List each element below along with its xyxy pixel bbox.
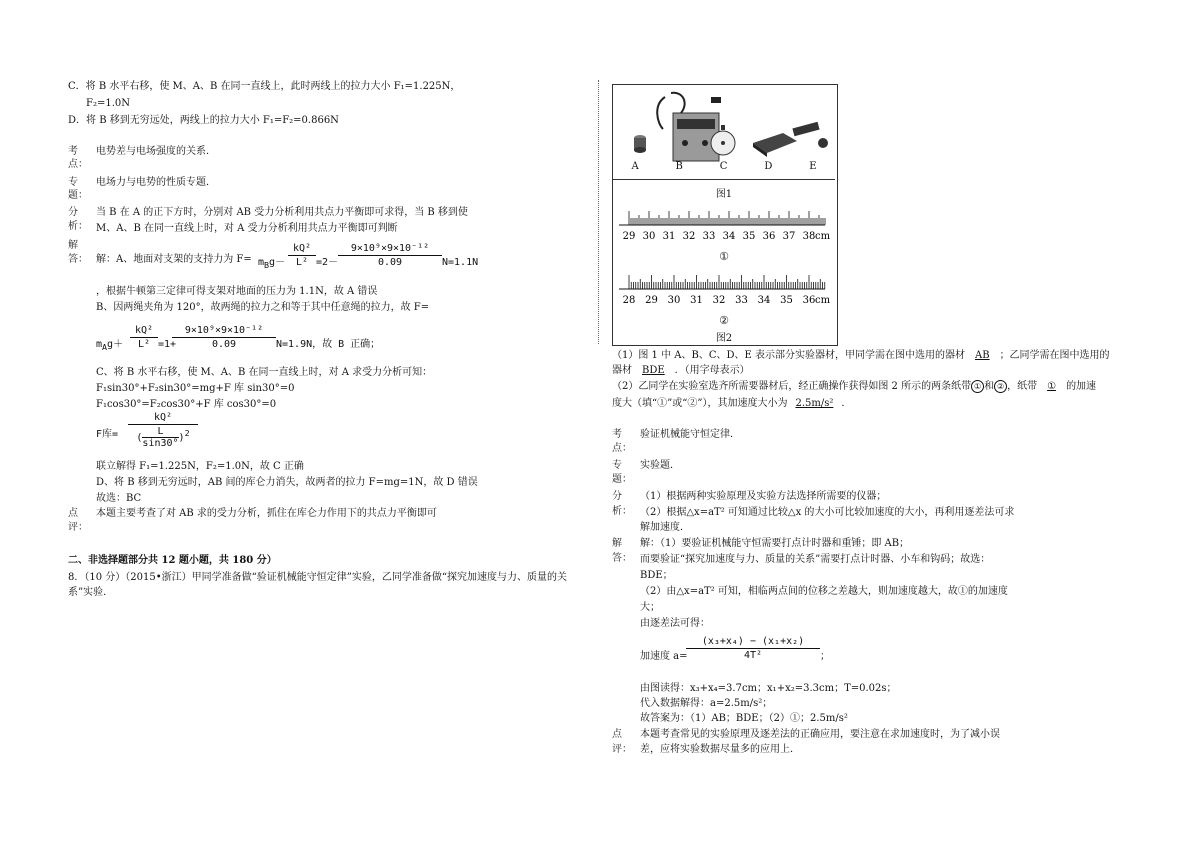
ruler-2-tick-label: 31 (690, 295, 703, 306)
formula-a-frac2-num: 9×10⁹×9×10⁻¹² (350, 243, 430, 254)
q2-text-e: ． (841, 398, 852, 409)
answer-c-solve: 联立解得 F₁=1.225N，F₂=1.0N，故 C 正确 (96, 461, 304, 472)
figure-panel (612, 84, 838, 346)
r-kaodian-text: 验证机械能守恒定律． (640, 429, 740, 440)
ruler-1-tick-label: 34 (722, 231, 736, 242)
jieda-label-2: 答： (68, 254, 88, 265)
jieda-label: 解 (68, 240, 78, 251)
kaodian-text: 电势差与电场强度的关系． (96, 146, 216, 157)
ruler-1-tick-label: 33 (702, 231, 716, 242)
ruler-2-label: ② (719, 314, 729, 327)
item-label-e: E (809, 161, 817, 172)
ruler-1-tick-label: 32 (682, 231, 696, 242)
r-fenxi-label-2: 析： (612, 506, 632, 517)
item-label-a: A (631, 161, 639, 172)
q1-text-a: （1）图 1 中 A、B、C、D、E 表示部分实验器材，甲同学需在图中选用的器材 (612, 350, 965, 361)
r-kaodian-label: 考 (612, 429, 622, 440)
formula-a-eq2: =2－ (316, 257, 339, 268)
r-fenxi-1: （1）根据两种实验原理及实验方法选择所需要的仪器； (640, 491, 887, 502)
q2-text-c: 的加速 (1066, 381, 1097, 392)
q2-answer-2: 2.5m/s² (795, 398, 834, 409)
figure-1-caption: 图1 (715, 189, 733, 200)
formula-a-m: m (258, 257, 265, 268)
q1-line-2 (612, 364, 750, 377)
zhuanti-text: 电场力与电势的性质专题． (96, 177, 216, 188)
formula-c-den: ( $\frac{L}{\sin 30^\circ}$ )$^2$ (136, 426, 190, 449)
formula-a-frac2 (338, 243, 442, 268)
formula-a-frac1-den: L² (295, 257, 309, 268)
answer-a-tail: ，根据牛顿第三定律可得支架对地面的压力为 1.1N，故 A 错误 (96, 286, 378, 297)
fenxi-line-2: M、A、B 在同一直线上时，对 A 受力分析利用共点力平衡即可判断 (96, 223, 398, 234)
accel-formula (686, 636, 820, 661)
answer-d: D、将 B 移到无穷远时，AB 间的库仑力消失，故两者的拉力 F=mg=1N，故 D 错误 (96, 477, 478, 488)
answer-c-eq2: F₁cos30°=F₂cos30°+F 库 cos30°=0 (96, 399, 277, 410)
formula-c-frac (128, 412, 198, 449)
figure-1-box (613, 85, 835, 180)
option-c: C．将 B 水平右移，使 M、A、B 在同一直线上，此时两线上的拉力大小 F₁=1.225N， (68, 81, 461, 92)
q2-line-2 (612, 397, 851, 410)
ruler-2 (619, 269, 833, 309)
r-jieda-9: 代入数据解得：a=2.5m/s²； (640, 698, 773, 709)
zhuanti-label: 专 (68, 177, 78, 188)
zhuanti-label-2: 题： (68, 190, 88, 201)
r-jieda-5: 大； (640, 602, 660, 613)
column-divider (598, 80, 599, 344)
formula-b-frac1-num: kQ² (134, 325, 154, 336)
ruler-1-tick-label: 36 (762, 231, 776, 242)
r-jieda-4: （2）由△x=aT² 可知，相临两点间的位移之差越大，则加速度越大，故①的加速度 (640, 586, 1008, 597)
dianping-label: 点 (68, 508, 78, 519)
formula-a-result: N=1.1N (442, 257, 479, 268)
formula-c-fku: F库= (96, 429, 119, 440)
formula-b-eq2: =1+ (158, 339, 177, 350)
q2-text-a: （2）乙同学在实验室选齐所需要器材后，经正确操作获得如图 2 所示的两条纸带 (612, 381, 972, 392)
formula-b-msub: A (102, 342, 108, 352)
ruler-2-tick-label: 36 (802, 295, 816, 306)
formula-b-m: m (96, 339, 103, 350)
q1-line-1 (612, 349, 1110, 362)
ruler-2-tick-label: 35 (780, 295, 793, 306)
r-zhuanti-label: 专 (612, 460, 622, 471)
formula-a-g: g－ (269, 257, 286, 268)
q1-answer-2: BDE (642, 365, 665, 376)
ruler-2-unit: cm (815, 295, 831, 306)
r-fenxi-2: （2）根据△x=aT² 可知通过比较△x 的大小可比较加速度的大小，再利用逐差法可求 (640, 507, 1015, 518)
fenxi-label: 分 (68, 207, 78, 218)
formula-b-frac2 (172, 325, 276, 350)
formula-b (96, 338, 123, 354)
r-zhuanti-text: 实验题． (640, 460, 680, 471)
formula-a-frac1 (288, 243, 316, 268)
accel-formula-den: 4T² (743, 650, 763, 661)
formula-b-frac2-den: 0.09 (211, 339, 237, 350)
ruler-2-tick-label: 33 (735, 295, 748, 306)
item-b-timer (657, 93, 721, 161)
formula-b-result: N=1.9N，故 B 正确； (276, 339, 381, 350)
formula-c-sq: 2 (184, 428, 190, 439)
r-fenxi-label: 分 (612, 491, 622, 502)
answer-final: 故选：BC (96, 493, 142, 504)
formula-a (258, 256, 285, 272)
item-label-d: D (764, 161, 773, 172)
q1-text-c: 器材 (612, 365, 632, 376)
q2-answer-1: ① (1047, 381, 1057, 392)
r-jieda-7: 加速度 a= (640, 651, 688, 662)
formula-a-msub: B (264, 260, 270, 270)
r-kaodian-label-2: 点： (612, 443, 632, 454)
r-jieda-10: 故答案为：（1）AB；BDE；（2）①；2.5m/s² (640, 713, 848, 724)
apparatus-labels (613, 161, 835, 172)
formula-b-frac1 (130, 325, 158, 350)
r-dianping-2: 差，应将实验数据尽量多的应用上． (640, 744, 800, 755)
section-title: 二、非选择题部分共 12 题小题，共 180 分） (68, 555, 277, 566)
item-a-weight (634, 135, 646, 153)
fenxi-line-1: 当 B 在 A 的正下方时，分别对 AB 受力分析利用共点力平衡即可求得，当 B 移到使 (96, 207, 468, 218)
formula-a-frac1-num: kQ² (292, 243, 312, 254)
item-e-hook-weights (792, 122, 828, 148)
q2-and: 和 (984, 381, 995, 392)
ruler-1-tick-label: 29 (622, 231, 636, 242)
item-label-b: B (675, 161, 683, 172)
figure-2-caption: 图2 (715, 333, 733, 344)
kaodian-label-2: 点： (68, 159, 88, 170)
ruler-2-tick-label: 30 (667, 295, 681, 306)
q2-line-1 (612, 380, 1096, 393)
formula-c-sin: sin30° (142, 438, 179, 449)
ruler-1 (619, 205, 833, 245)
q2-text-d: 度大（填“①”或“②”），其加速度大小为 (612, 398, 788, 409)
r-dianping-label-2: 评： (612, 744, 632, 755)
answer-c-eq1: F₁sin30°+F₂sin30°=mg+F 库 sin30°=0 (96, 383, 295, 394)
item-label-c: C (719, 161, 728, 172)
formula-b-frac2-num: 9×10⁹×9×10⁻¹² (184, 325, 264, 336)
accel-formula-tail: ； (820, 651, 830, 662)
ruler-1-tick-label: 35 (742, 231, 756, 242)
answer-a-intro: 解：A、地面对支架的支持力为 F= (96, 254, 252, 265)
q1-answer-1: AB (974, 350, 990, 361)
fenxi-label-2: 析： (68, 221, 88, 232)
r-jieda-1: 解：（1）要验证机械能守恒需要打点计时器和重锤；即 AB； (640, 538, 910, 549)
ruler-2-tick-label: 32 (712, 295, 726, 306)
r-jieda-8: 由图读得：x₃+x₄=3.7cm；x₁+x₂=3.3cm；T=0.02s； (640, 683, 897, 694)
q1-text-b: ；乙同学需在图中选用的 (999, 350, 1110, 361)
option-d: D．将 B 移到无穷远处，两线上的拉力大小 F₁=F₂=0.866N (68, 115, 339, 126)
ruler-1-unit: cm (815, 231, 831, 242)
formula-b-frac1-den: L² (137, 339, 151, 350)
dianping-text: 本题主要考查了对 AB 求的受力分析，抓住在库仑力作用下的共点力平衡即可 (96, 508, 437, 519)
ruler-1-tick-label: 31 (662, 231, 676, 242)
r-zhuanti-label-2: 题： (612, 474, 632, 485)
formula-c-L: L (157, 426, 164, 437)
r-jieda-label: 解 (612, 538, 622, 549)
question-8-line-1: 8．（10 分）（2015•浙江）甲同学准备做“验证机械能守恒定律”实验，乙同学准备做“探究加速度与力、质量的关 (68, 572, 567, 583)
r-jieda-2: 而要验证“探究加速度与力、质量的关系”需要打点计时器、小车和钩码；故选： (640, 554, 991, 565)
ruler-1-tick-label: 30 (642, 231, 656, 242)
r-jieda-label-2: 答： (612, 553, 632, 564)
r-dianping-1: 本题考查常见的实验原理及逐差法的正确应用，要注意在求加速度时，为了减小误 (640, 729, 1000, 740)
answer-c-intro: C、将 B 水平右移，使 M、A、B 在同一直线上时，对 A 求受力分析可知： (96, 367, 433, 378)
ruler-1-tick-label: 38 (802, 231, 816, 242)
ruler-1-label: ① (719, 250, 729, 263)
dianping-label-2: 评： (68, 522, 88, 533)
answer-b-intro: B、因两绳夹角为 120°，故两绳的拉力之和等于其中任意绳的拉力，故 F= (96, 302, 430, 313)
q2-tape-1: ① (971, 380, 984, 393)
q1-text-d: ．（用字母表示） (674, 365, 750, 376)
ruler-2-tick-label: 28 (622, 295, 636, 306)
ruler-2-tick-label: 29 (645, 295, 658, 306)
accel-formula-num: (x₃+x₄) − (x₁+x₂) (701, 636, 805, 647)
option-c-cont: F₂=1.0N (86, 98, 130, 109)
kaodian-label: 考 (68, 146, 78, 157)
q2-text-b: ，纸带 (1007, 381, 1038, 392)
item-d-cart (753, 133, 797, 157)
r-fenxi-3: 解加速度． (640, 522, 690, 533)
formula-a-frac2-den: 0.09 (377, 257, 403, 268)
r-jieda-6: 由逐差法可得： (640, 618, 710, 629)
r-dianping-label: 点 (612, 729, 622, 740)
r-jieda-3: BDE； (640, 570, 673, 581)
q2-tape-2: ② (994, 380, 1007, 393)
ruler-1-tick-label: 37 (782, 231, 796, 242)
formula-b-g: g＋ (107, 339, 124, 350)
question-8-line-2: 系”实验． (68, 587, 114, 598)
ruler-2-tick-label: 34 (757, 295, 771, 306)
formula-c-num: kQ² (153, 412, 173, 423)
